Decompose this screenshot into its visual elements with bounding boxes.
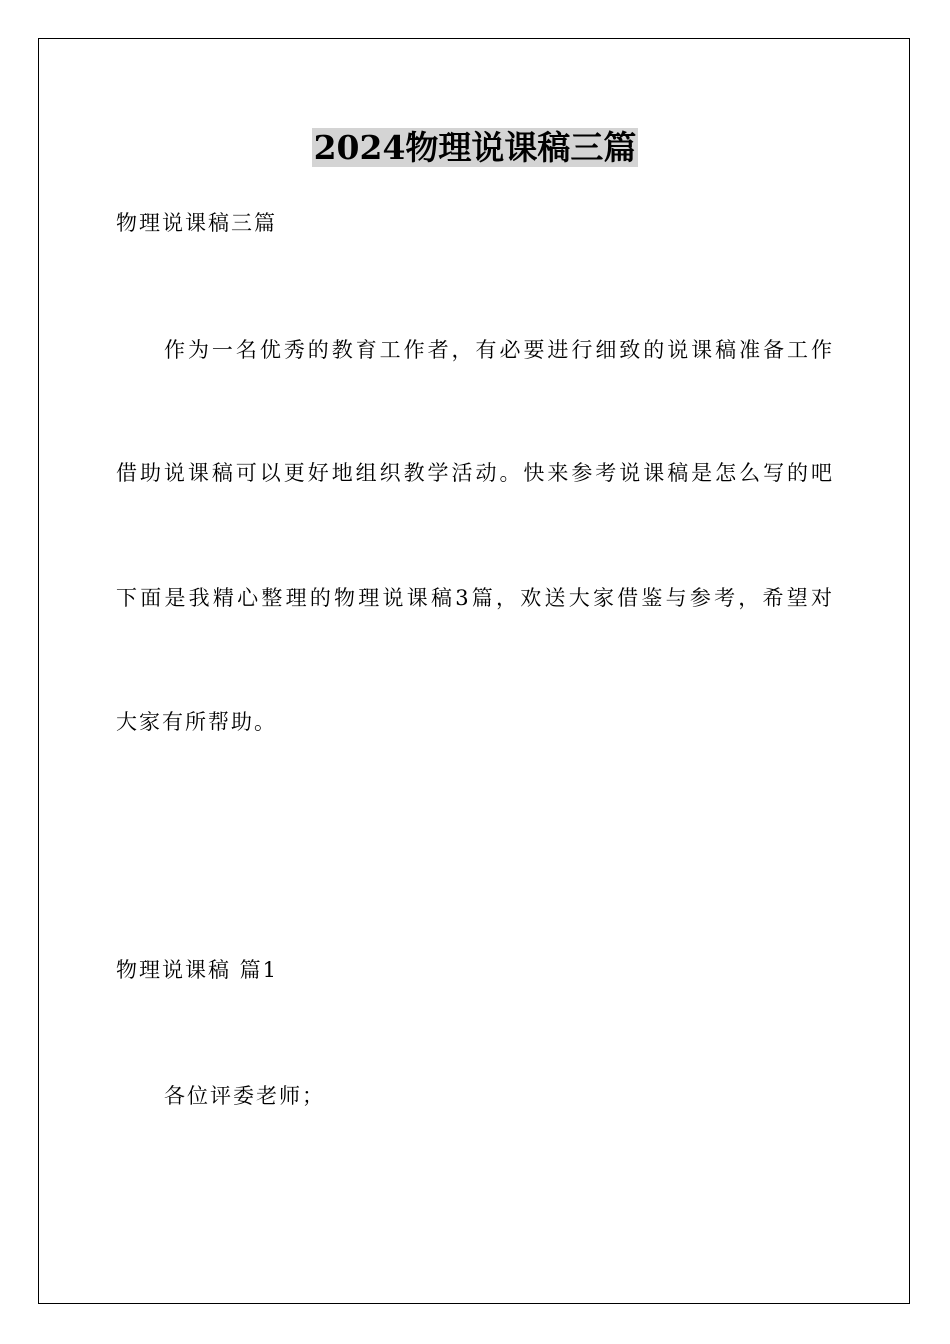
- intro-line-1: 作为一名优秀的教育工作者，有必要进行细致的说课稿准备工作: [164, 338, 832, 362]
- document-title: [0, 126, 950, 170]
- intro-line-4: 大家有所帮助。: [116, 710, 277, 734]
- intro-line-2: 借助说课稿可以更好地组织教学活动。快来参考说课稿是怎么写的吧: [116, 461, 832, 485]
- greeting-line: 各位评委老师；: [164, 1084, 325, 1108]
- section-heading: 物理说课稿 篇1: [116, 958, 279, 982]
- document-title-text: 2024物理说课稿三篇: [313, 128, 637, 167]
- document-subtitle: 物理说课稿三篇: [116, 211, 277, 235]
- intro-line-3: 下面是我精心整理的物理说课稿3篇，欢送大家借鉴与参考，希望对: [116, 586, 832, 610]
